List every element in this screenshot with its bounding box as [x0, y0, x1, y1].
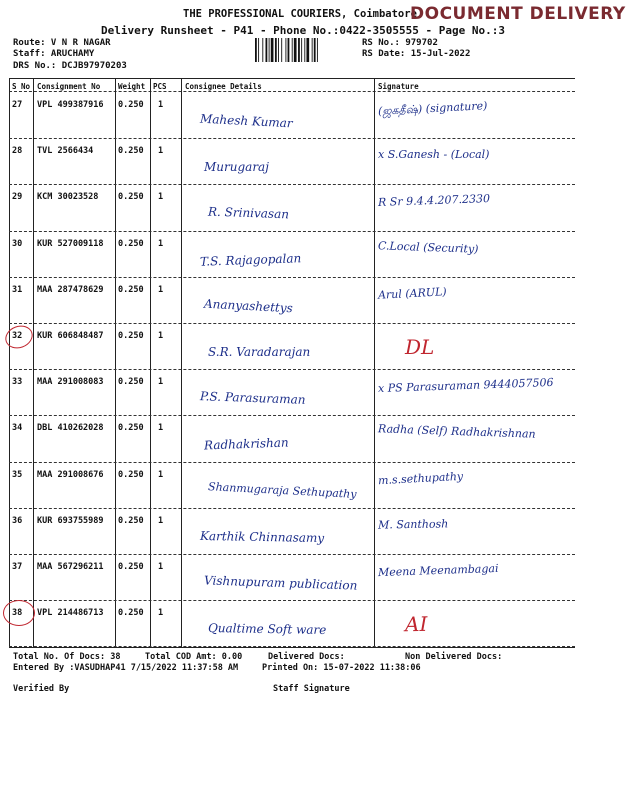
col-header-consignment: Consignment No	[37, 82, 101, 91]
row-consignment-no: MAA 291008676	[37, 469, 104, 480]
row-consignee-handwritten: Ananyashettys	[203, 296, 294, 316]
row-divider	[9, 369, 575, 370]
sno-circle-mark	[2, 322, 36, 352]
row-consignee-handwritten: Radhakrishan	[203, 435, 289, 453]
row-signature: C.Local (Security)	[377, 238, 479, 256]
row-consignment-no: DBL 410262028	[37, 423, 104, 434]
row-consignment-no: KUR 527009118	[37, 238, 104, 249]
row-sno: 27	[12, 100, 23, 110]
col-divider	[150, 78, 151, 648]
row-sno: 34	[12, 423, 23, 434]
row-pcs: 1	[158, 515, 164, 526]
row-consignment-no: MAA 287478629	[37, 284, 104, 295]
route-label: Route: V N R NAGAR	[13, 38, 111, 48]
row-consignee-handwritten: Vishnupuram publication	[203, 573, 358, 593]
drs-number: DRS No.: DCJB97970203	[13, 61, 127, 71]
col-header-pcs: PCS	[153, 82, 167, 91]
row-pcs: 1	[158, 562, 164, 572]
barcode-icon	[255, 38, 360, 62]
row-signature: m.s.sethupathy	[377, 469, 464, 487]
row-sno: 31	[12, 284, 23, 295]
row-consignee-handwritten: T.S. Rajagopalan	[199, 250, 302, 269]
row-weight: 0.250	[118, 423, 144, 434]
row-consignee-handwritten: S.R. Varadarajan	[208, 345, 311, 359]
row-divider	[9, 138, 575, 139]
row-sno: 36	[12, 515, 23, 526]
row-pcs: 1	[158, 284, 164, 295]
row-sno: 38	[12, 608, 23, 619]
row-consignment-no: MAA 567296211	[37, 562, 104, 572]
row-pcs: 1	[158, 423, 164, 434]
row-consignment-no: VPL 214486713	[37, 608, 104, 619]
row-weight: 0.250	[118, 515, 144, 526]
col-divider	[115, 78, 116, 648]
row-consignment-no: KCM 30023528	[37, 192, 99, 203]
runsheet-subtitle: Delivery Runsheet - P41 - Phone No.:0422-3505555 - Page No.:3	[101, 24, 505, 37]
row-signature: R Sr 9.4.4.207.2330	[377, 192, 491, 210]
row-divider	[9, 184, 575, 185]
row-signature: x S.Ganesh - (Local)	[378, 148, 490, 162]
company-title: THE PROFESSIONAL COURIERS, Coimbatore	[183, 8, 417, 20]
col-divider	[33, 78, 34, 648]
total-cod: Total COD Amt: 0.00	[145, 652, 243, 662]
row-consignee-handwritten: Shanmugaraja Sethupathy	[207, 479, 357, 501]
row-pcs: 1	[158, 469, 164, 480]
row-sno: 37	[12, 562, 23, 572]
row-divider	[9, 231, 575, 232]
row-weight: 0.250	[118, 192, 144, 203]
row-divider	[9, 600, 575, 601]
sno-circle-mark	[3, 600, 35, 626]
row-weight: 0.250	[118, 238, 144, 249]
row-sno: 28	[12, 146, 23, 157]
col-header-sno: S No	[12, 82, 31, 91]
row-weight: 0.250	[118, 331, 144, 341]
row-signature: x PS Parasuraman 9444057506	[377, 376, 554, 396]
table-top-rule	[9, 78, 575, 79]
document-delivery-stamp: DOCUMENT DELIVERY	[410, 4, 626, 24]
row-pcs: 1	[158, 192, 164, 203]
row-divider	[9, 277, 575, 278]
col-header-consignee: Consignee Details	[185, 82, 262, 91]
table-bottom-rule	[9, 647, 575, 648]
row-pcs: 1	[158, 100, 164, 110]
row-consignment-no: KUR 606848487	[37, 331, 104, 341]
row-consignment-no: MAA 291008083	[37, 377, 104, 388]
row-signature: AI	[404, 611, 428, 637]
col-divider	[9, 78, 10, 648]
row-divider	[9, 415, 575, 416]
row-sno: 30	[12, 238, 23, 249]
row-consignee-handwritten: P.S. Parasuraman	[199, 389, 306, 408]
row-sno: 29	[12, 192, 23, 203]
row-sno: 35	[12, 469, 23, 480]
rs-date: RS Date: 15-Jul-2022	[362, 49, 471, 59]
row-signature: Radha (Self) Radhakrishnan	[377, 422, 536, 442]
row-divider	[9, 323, 575, 324]
row-weight: 0.250	[118, 377, 144, 388]
row-signature: Meena Meenambagai	[377, 561, 499, 580]
row-pcs: 1	[158, 146, 164, 157]
row-sno: 33	[12, 377, 23, 388]
staff-label: Staff: ARUCHAMY	[13, 49, 95, 59]
row-signature: M. Santhosh	[377, 517, 449, 532]
printed-on: Printed On: 15-07-2022 11:38:06	[262, 663, 421, 673]
row-divider	[9, 508, 575, 509]
col-divider	[181, 78, 182, 648]
col-header-weight: Weight	[118, 82, 146, 91]
row-pcs: 1	[158, 377, 164, 388]
verified-by: Verified By	[13, 684, 70, 694]
row-divider	[9, 554, 575, 555]
row-signature: DL	[405, 335, 435, 359]
row-sno: 32	[12, 331, 23, 341]
header-divider	[9, 91, 575, 92]
rs-number: RS No.: 979702	[362, 38, 438, 48]
row-consignee-handwritten: Mahesh Kumar	[199, 111, 293, 131]
row-consignee-handwritten: Qualtime Soft ware	[207, 621, 327, 638]
staff-signature: Staff Signature	[273, 684, 350, 694]
row-weight: 0.250	[118, 562, 144, 572]
non-delivered-docs: Non Delivered Docs:	[405, 652, 503, 662]
total-docs: Total No. Of Docs: 38	[13, 652, 121, 662]
row-consignee-handwritten: Karthik Chinnasamy	[199, 528, 325, 545]
row-divider	[9, 462, 575, 463]
col-divider	[374, 78, 375, 648]
row-signature: (ஜகதீஷ்) (signature)	[377, 99, 488, 118]
row-consignee-handwritten: Murugaraj	[204, 160, 269, 175]
delivered-docs: Delivered Docs:	[268, 652, 345, 662]
row-weight: 0.250	[118, 100, 144, 110]
row-weight: 0.250	[118, 469, 144, 480]
row-consignment-no: TVL 2566434	[37, 146, 94, 157]
row-pcs: 1	[158, 331, 164, 341]
entered-by: Entered By :VASUDHAP41 7/15/2022 11:37:58 AM	[13, 663, 239, 673]
row-pcs: 1	[158, 608, 164, 619]
row-pcs: 1	[158, 238, 164, 249]
row-signature: Arul (ARUL)	[377, 285, 447, 302]
col-header-signature: Signature	[378, 82, 419, 91]
row-weight: 0.250	[118, 284, 144, 295]
row-weight: 0.250	[118, 146, 144, 157]
row-weight: 0.250	[118, 608, 144, 619]
row-consignee-handwritten: R. Srinivasan	[207, 204, 290, 222]
row-consignment-no: KUR 693755989	[37, 515, 104, 526]
row-consignment-no: VPL 499387916	[37, 100, 104, 110]
